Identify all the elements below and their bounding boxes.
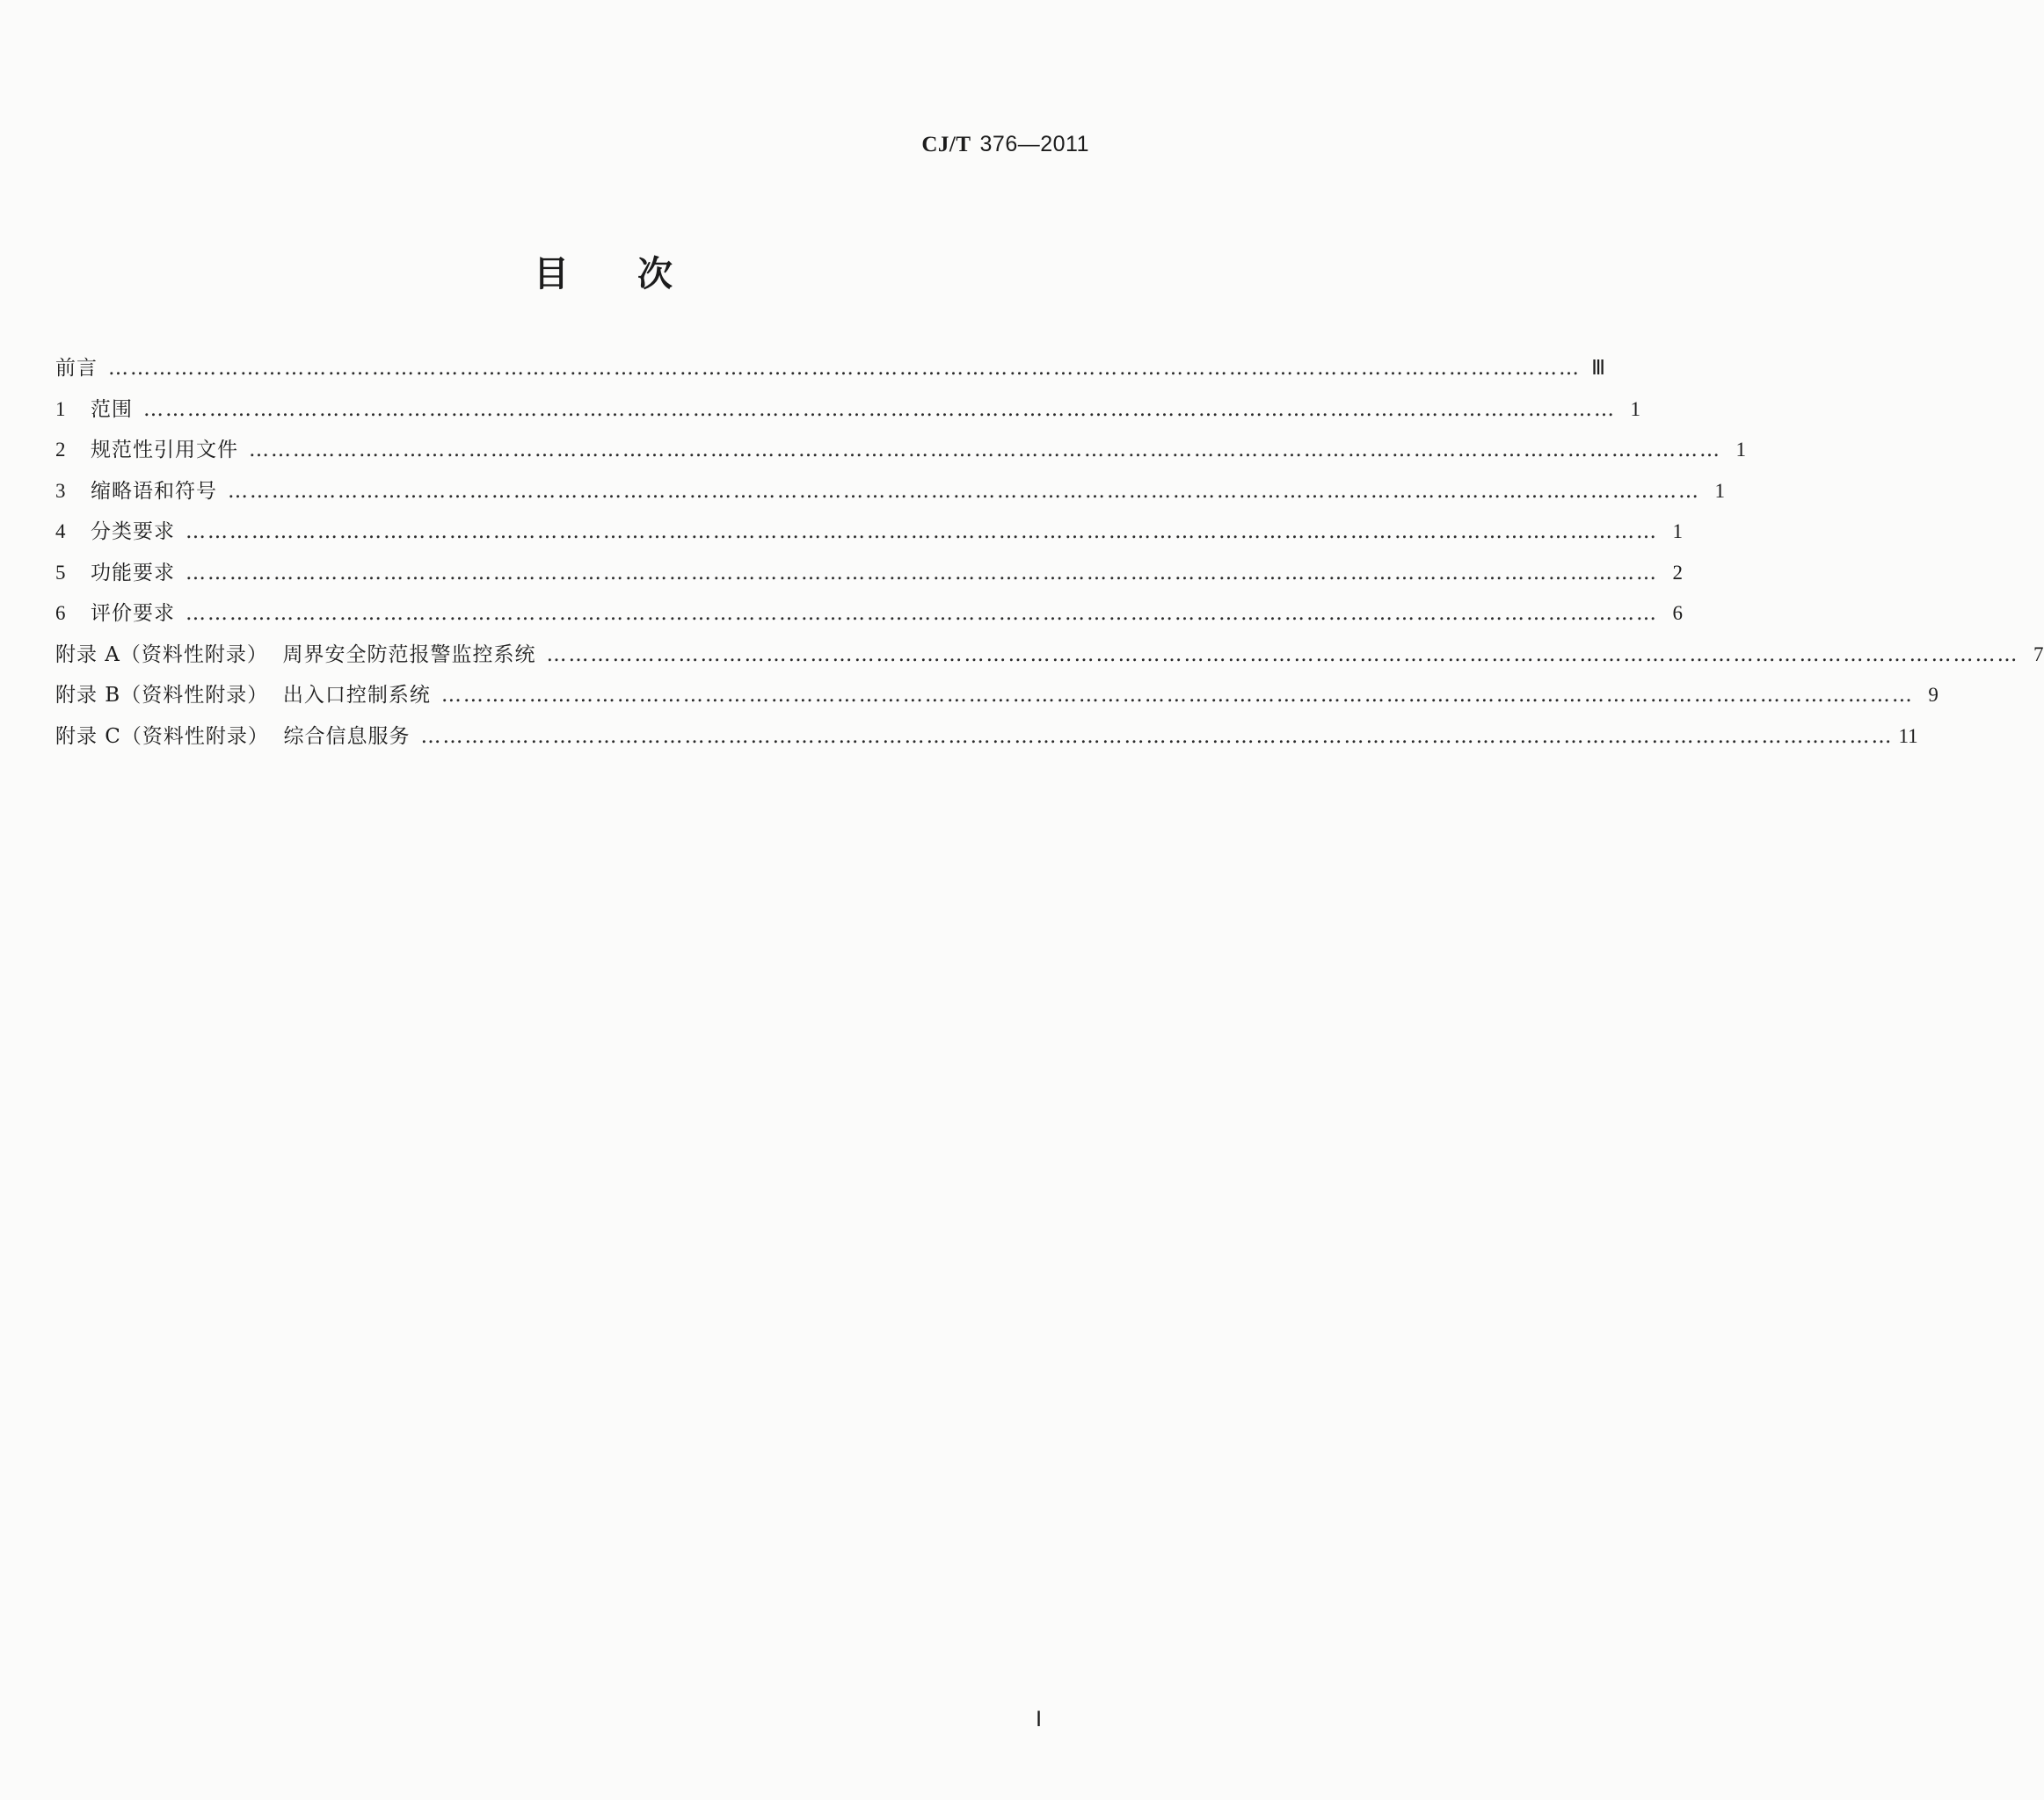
toc-entry-label: 缩略语和符号 bbox=[91, 479, 217, 503]
toc-entry-appendix-b[interactable] bbox=[55, 679, 1939, 720]
toc-entry-number: 3 bbox=[55, 479, 66, 502]
toc-entry-page: 2 bbox=[1672, 561, 1683, 584]
toc-entry-abbreviations[interactable] bbox=[55, 475, 1725, 516]
toc-entry-number: 1 bbox=[55, 397, 66, 420]
toc-entry-label: 附录 B（资料性附录） 出入口控制系统 bbox=[55, 684, 431, 707]
toc-entry-page: 6 bbox=[1672, 602, 1683, 624]
toc-entry-page: 1 bbox=[1630, 397, 1640, 420]
toc-leader-dots: ………………………………………………………………………………………………………………………………………………………………………………… bbox=[249, 439, 1721, 461]
page-title: 目次 bbox=[534, 254, 741, 294]
toc-leader-dots: ………………………………………………………………………………………………………………………………………………………………………………… bbox=[228, 479, 1700, 503]
toc-entry-functional-requirements[interactable] bbox=[55, 556, 1683, 598]
toc-entry-label: 评价要求 bbox=[91, 602, 175, 625]
toc-entry-appendix-c[interactable] bbox=[55, 720, 1918, 761]
standard-prefix: CJ/T bbox=[921, 133, 971, 156]
toc-entry-page: Ⅲ bbox=[1591, 357, 1605, 379]
toc-entry-number: 6 bbox=[55, 602, 66, 624]
toc-entry-label: 范围 bbox=[91, 397, 133, 421]
toc-entry-label: 功能要求 bbox=[91, 561, 175, 584]
toc-leader-dots: ………………………………………………………………………………………………………………………………………………………………………………… bbox=[185, 520, 1658, 543]
toc-entry-page: 1 bbox=[1672, 520, 1683, 542]
toc-entry-number: 5 bbox=[55, 561, 66, 584]
toc-entry-page: 1 bbox=[1714, 479, 1725, 502]
toc-leader-dots: ………………………………………………………………………………………………………………………………………………………………………………… bbox=[108, 357, 1581, 380]
toc-entry-number: 2 bbox=[55, 439, 66, 461]
toc-entry-evaluation-requirements[interactable] bbox=[55, 597, 1683, 638]
toc-entry-label: 规范性引用文件 bbox=[91, 439, 238, 461]
toc-entry-page: 9 bbox=[1928, 684, 1939, 706]
toc-entry-page: 7 bbox=[2033, 642, 2044, 665]
toc-entry-scope[interactable] bbox=[55, 393, 1640, 434]
toc-leader-dots: ………………………………………………………………………………………………………………………………………………………………………………… bbox=[185, 561, 1658, 584]
toc-entry-classification[interactable] bbox=[55, 515, 1683, 556]
toc-leader-dots: ………………………………………………………………………………………………………………………………………………………………………………… bbox=[440, 684, 1914, 707]
toc-entry-label: 分类要求 bbox=[91, 520, 175, 543]
page-number: Ⅰ bbox=[1036, 1709, 1043, 1731]
toc-leader-dots: ………………………………………………………………………………………………………………………………………………………………………………… bbox=[185, 602, 1658, 625]
toc-entry-label: 附录 A（资料性附录） 周界安全防范报警监控系统 bbox=[55, 642, 536, 666]
toc-entry-preface[interactable] bbox=[55, 352, 1605, 393]
toc-entry-appendix-a[interactable] bbox=[55, 638, 2044, 679]
toc-leader-dots: ………………………………………………………………………………………………………………………………………………………………………………… bbox=[143, 397, 1616, 421]
table-of-contents bbox=[55, 352, 2044, 760]
toc-entry-label: 附录 C（资料性附录） 综合信息服务 bbox=[55, 724, 411, 748]
toc-entry-page: 1 bbox=[1735, 439, 1746, 461]
toc-entry-normative-references[interactable] bbox=[55, 433, 1746, 475]
toc-leader-dots: ………………………………………………………………………………………………………………………………………………………………………………… bbox=[420, 724, 1894, 748]
toc-leader-dots: ………………………………………………………………………………………………………………………………………………………………………………… bbox=[546, 642, 2019, 666]
toc-entry-page: 11 bbox=[1898, 724, 1918, 747]
toc-entry-label: 前言 bbox=[55, 357, 98, 380]
standard-code bbox=[921, 132, 1089, 157]
toc-entry-number: 4 bbox=[55, 520, 66, 542]
standard-number: 376—2011 bbox=[979, 132, 1089, 156]
